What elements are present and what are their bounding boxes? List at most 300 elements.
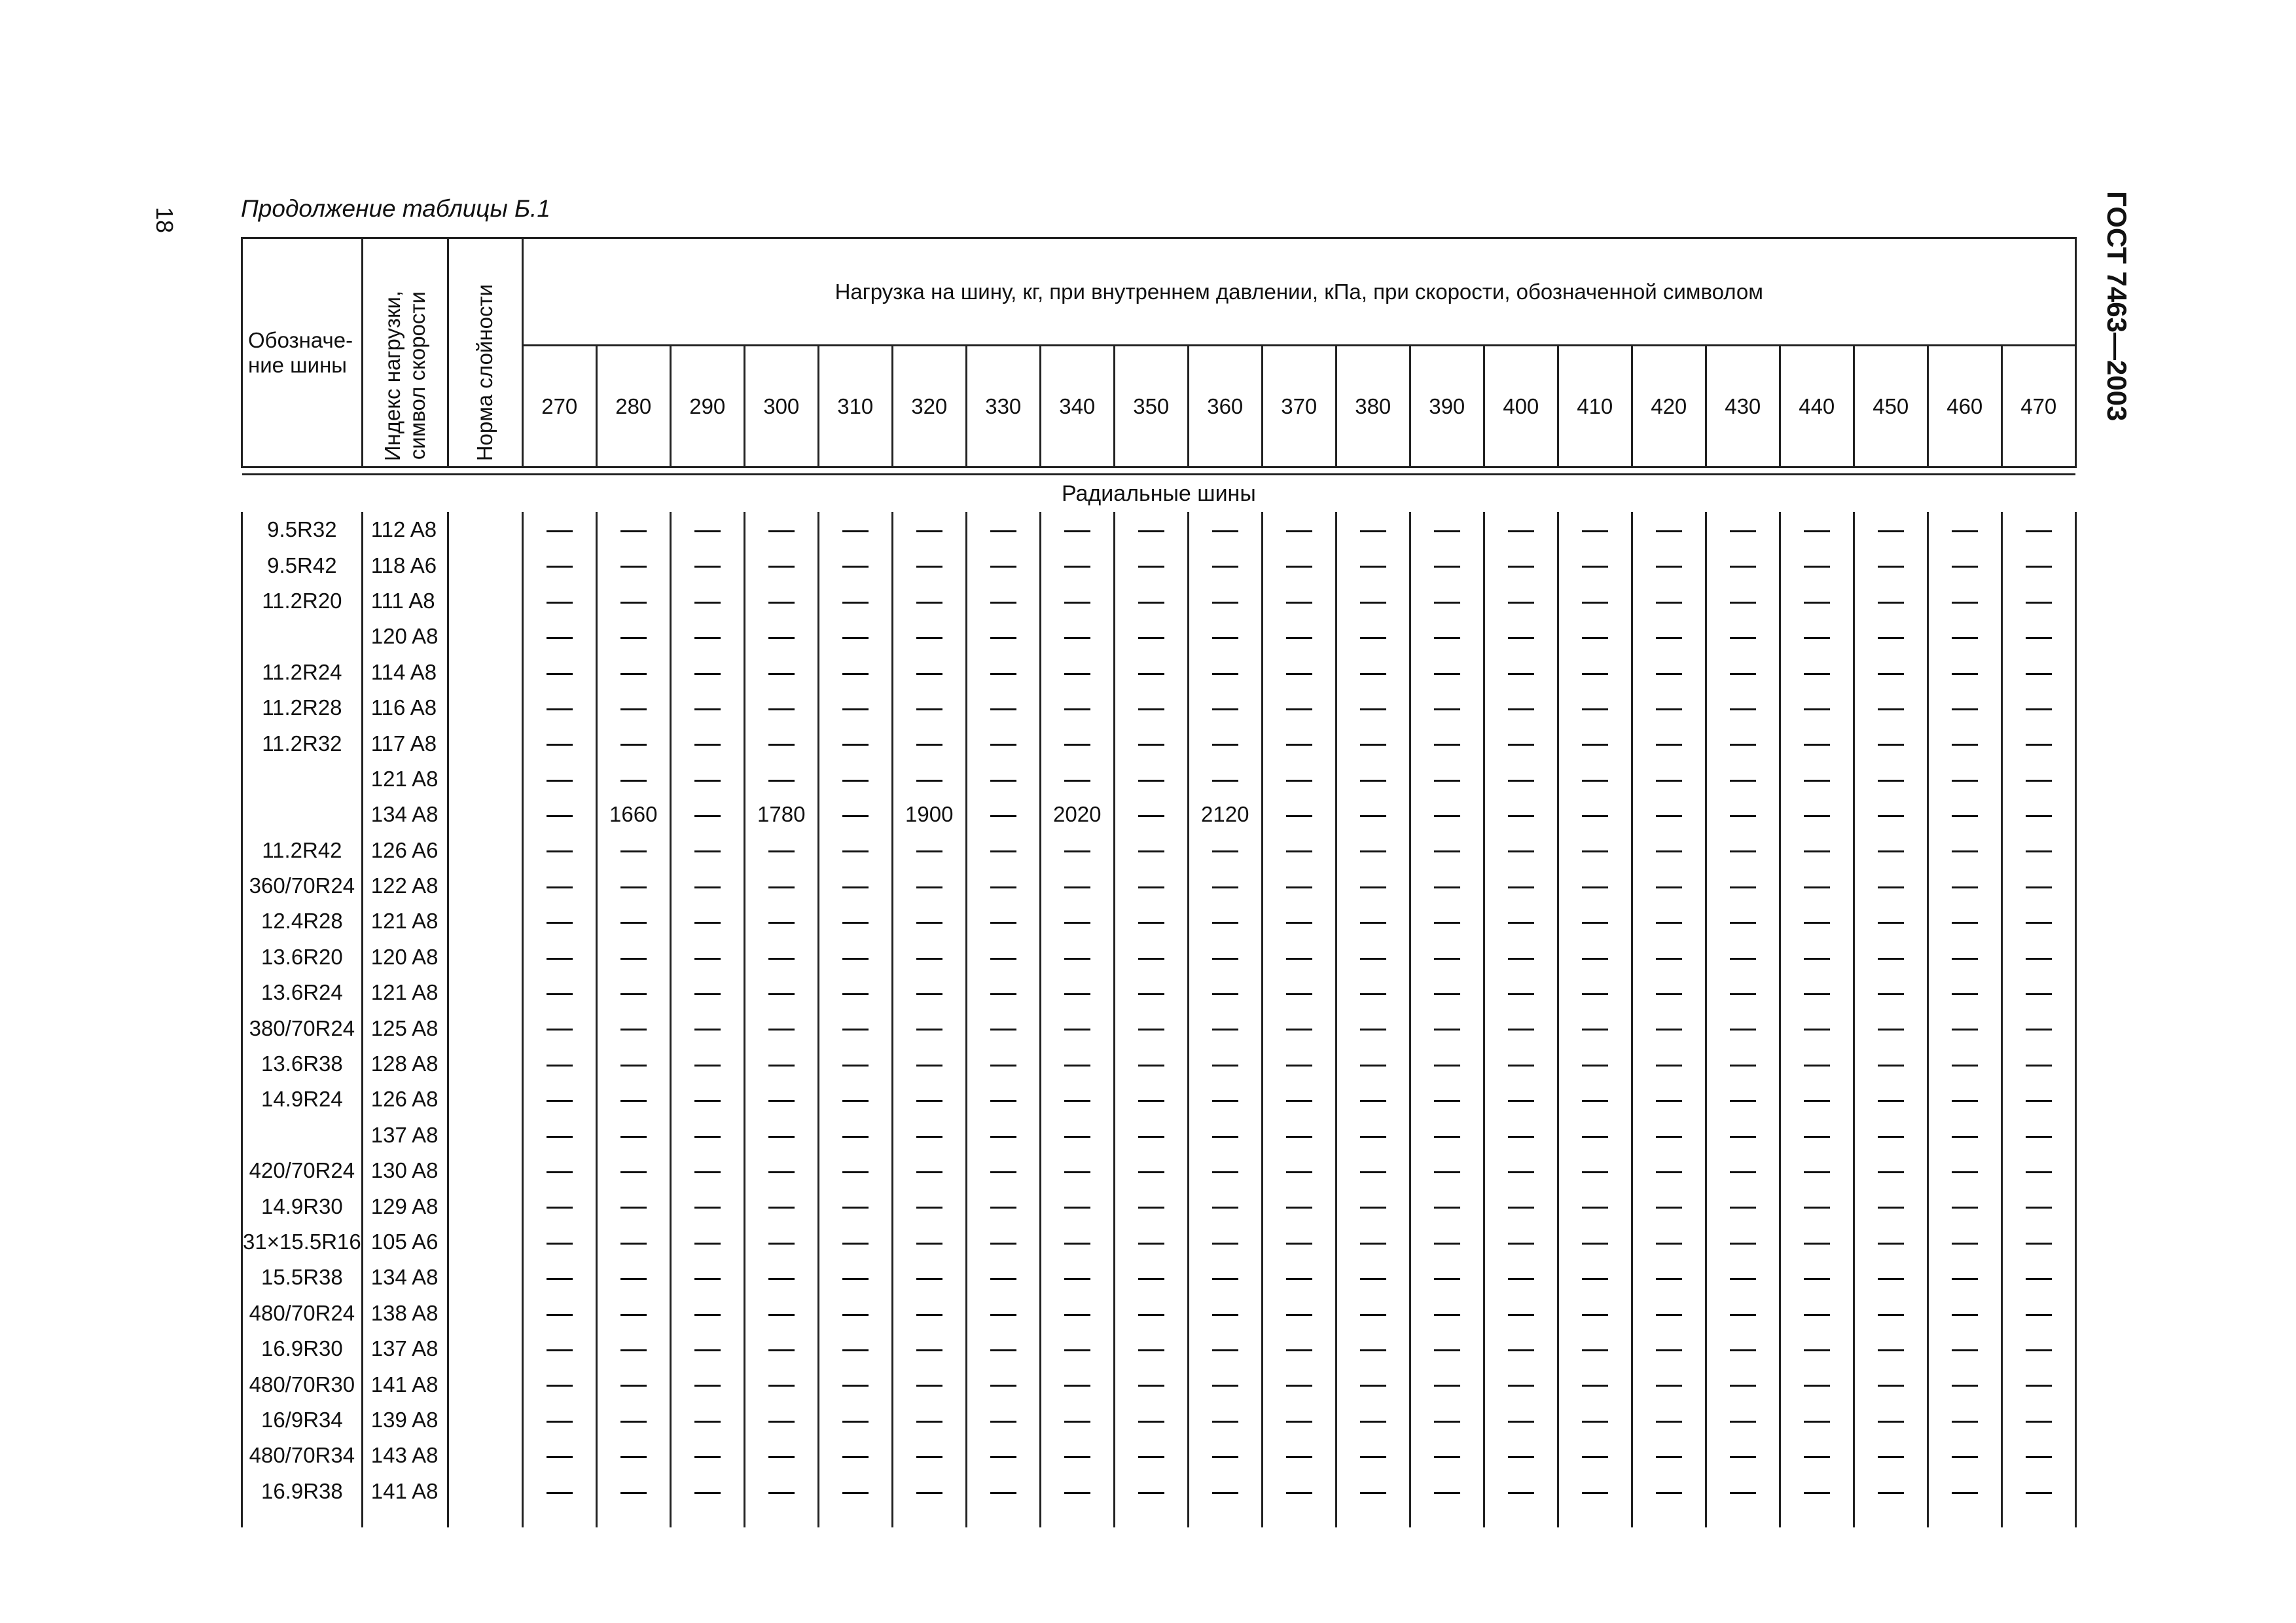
load-value-cell bbox=[1854, 1224, 1928, 1260]
load-value-cell bbox=[1040, 512, 1114, 547]
dash-mark bbox=[1138, 886, 1164, 888]
ply-rating-header-text: Норма слойности bbox=[473, 283, 497, 461]
load-value-cell bbox=[966, 761, 1040, 797]
load-value-cell bbox=[1632, 1188, 1706, 1224]
dash-mark bbox=[842, 1278, 869, 1280]
dash-mark bbox=[547, 637, 573, 639]
load-value-cell bbox=[1040, 1010, 1114, 1046]
load-value-cell bbox=[596, 868, 670, 903]
dash-mark bbox=[1064, 1243, 1090, 1245]
dash-mark bbox=[1582, 886, 1608, 888]
load-value-cell bbox=[966, 1402, 1040, 1438]
load-value-cell bbox=[1188, 975, 1262, 1010]
load-value-cell bbox=[1632, 619, 1706, 654]
load-value-cell bbox=[1558, 903, 1632, 939]
load-value-cell bbox=[596, 833, 670, 868]
dash-mark bbox=[1508, 708, 1534, 710]
load-value-cell bbox=[670, 975, 744, 1010]
load-index-cell: 117 A8 bbox=[362, 725, 448, 761]
load-value-cell bbox=[1928, 1046, 2001, 1082]
load-value-cell bbox=[818, 655, 892, 690]
load-value-cell bbox=[1928, 761, 2001, 797]
load-value-cell bbox=[2001, 1046, 2075, 1082]
dash-mark bbox=[1064, 886, 1090, 888]
load-value-cell bbox=[1114, 1296, 1188, 1331]
load-value-cell bbox=[1262, 1118, 1336, 1153]
load-value-cell bbox=[522, 547, 596, 583]
load-index-cell: 126 A6 bbox=[362, 833, 448, 868]
ply-rating-cell bbox=[448, 761, 522, 797]
load-value-cell bbox=[966, 939, 1040, 975]
dash-mark bbox=[1286, 958, 1312, 960]
load-value-cell bbox=[2001, 761, 2075, 797]
load-value-cell bbox=[966, 975, 1040, 1010]
tire-designation-cell: 11.2R42 bbox=[242, 833, 363, 868]
load-index-cell: 141 A8 bbox=[362, 1366, 448, 1402]
load-value-cell bbox=[1336, 1153, 1410, 1188]
load-value-cell bbox=[1780, 761, 1854, 797]
load-value-cell bbox=[1558, 655, 1632, 690]
load-value-cell bbox=[744, 619, 818, 654]
load-value-cell bbox=[522, 1046, 596, 1082]
dash-mark bbox=[1582, 1065, 1608, 1067]
dash-mark bbox=[1878, 530, 1904, 532]
dash-mark bbox=[1730, 1278, 1756, 1280]
dash-mark bbox=[990, 602, 1016, 604]
continuation-cell bbox=[1114, 1509, 1188, 1527]
ply-rating-cell bbox=[448, 1438, 522, 1473]
dash-mark bbox=[1434, 673, 1460, 675]
load-value-cell bbox=[1706, 619, 1780, 654]
dash-mark bbox=[842, 673, 869, 675]
load-value-cell bbox=[1484, 939, 1558, 975]
dash-mark bbox=[1804, 637, 1830, 639]
dash-mark bbox=[547, 1421, 573, 1423]
load-value-cell bbox=[596, 1153, 670, 1188]
dash-mark bbox=[1582, 1421, 1608, 1423]
load-value-cell bbox=[1188, 903, 1262, 939]
load-value-cell bbox=[1262, 1082, 1336, 1117]
tire-designation-cell: 16/9R34 bbox=[242, 1402, 363, 1438]
dash-mark bbox=[990, 886, 1016, 888]
load-value-cell bbox=[1928, 619, 2001, 654]
load-value-cell bbox=[1706, 547, 1780, 583]
load-value-cell bbox=[670, 512, 744, 547]
dash-mark bbox=[990, 1029, 1016, 1030]
load-value-cell bbox=[1114, 1331, 1188, 1366]
dash-mark bbox=[1656, 708, 1682, 710]
load-value-cell bbox=[1410, 975, 1484, 1010]
load-value-cell bbox=[966, 1366, 1040, 1402]
load-value-cell bbox=[1262, 547, 1336, 583]
dash-mark bbox=[1138, 1421, 1164, 1423]
dash-mark bbox=[547, 922, 573, 924]
dash-mark bbox=[1952, 708, 1978, 710]
load-value-cell bbox=[1188, 833, 1262, 868]
dash-mark bbox=[842, 1385, 869, 1387]
dash-mark bbox=[1730, 1349, 1756, 1351]
dash-mark bbox=[1508, 1421, 1534, 1423]
load-value-cell bbox=[2001, 1366, 2075, 1402]
load-value-cell bbox=[522, 1118, 596, 1153]
dash-mark bbox=[1878, 815, 1904, 817]
load-value-cell bbox=[1484, 1474, 1558, 1509]
load-value-cell bbox=[1558, 1331, 1632, 1366]
dash-mark bbox=[1138, 566, 1164, 568]
dash-mark bbox=[1434, 1492, 1460, 1494]
dash-mark bbox=[1730, 744, 1756, 746]
load-value-cell bbox=[1040, 1438, 1114, 1473]
load-value-cell bbox=[1706, 1010, 1780, 1046]
dash-mark bbox=[2026, 1029, 2052, 1030]
dash-mark bbox=[1952, 1136, 1978, 1138]
tire-designation-cell: 11.2R32 bbox=[242, 725, 363, 761]
dash-mark bbox=[990, 566, 1016, 568]
dash-mark bbox=[768, 1029, 795, 1030]
load-value-cell bbox=[1854, 725, 1928, 761]
dash-mark bbox=[990, 1456, 1016, 1458]
dash-mark bbox=[694, 1171, 721, 1173]
dash-mark bbox=[1434, 1065, 1460, 1067]
dash-mark bbox=[2026, 958, 2052, 960]
dash-mark bbox=[2026, 1314, 2052, 1316]
load-value-cell bbox=[1928, 1474, 2001, 1509]
load-value-cell bbox=[596, 1046, 670, 1082]
ply-rating-cell bbox=[448, 1153, 522, 1188]
dash-mark bbox=[990, 1100, 1016, 1102]
dash-mark bbox=[694, 1029, 721, 1030]
load-value-cell bbox=[1040, 833, 1114, 868]
dash-mark bbox=[620, 1029, 647, 1030]
pressure-header-cell: 340 bbox=[1040, 346, 1114, 467]
dash-mark bbox=[1286, 1278, 1312, 1280]
dash-mark bbox=[1360, 1029, 1386, 1030]
load-value-cell bbox=[892, 1474, 966, 1509]
dash-mark bbox=[916, 637, 942, 639]
load-value-cell bbox=[1706, 1331, 1780, 1366]
dash-mark bbox=[768, 1492, 795, 1494]
dash-mark bbox=[1730, 993, 1756, 995]
load-value-cell bbox=[818, 1296, 892, 1331]
load-value-cell bbox=[1928, 1153, 2001, 1188]
load-value-cell bbox=[1632, 1153, 1706, 1188]
load-value-cell bbox=[1854, 1474, 1928, 1509]
dash-mark bbox=[1212, 922, 1238, 924]
dash-mark bbox=[1434, 1385, 1460, 1387]
table-row bbox=[242, 655, 2076, 690]
load-index-header-line1: Индекс нагрузки, bbox=[380, 290, 404, 461]
load-value-cell bbox=[1558, 1046, 1632, 1082]
load-value-cell bbox=[670, 655, 744, 690]
dash-mark bbox=[1952, 993, 1978, 995]
load-value-cell bbox=[1706, 655, 1780, 690]
dash-mark bbox=[1064, 530, 1090, 532]
table-row bbox=[242, 690, 2076, 725]
load-value-cell bbox=[1410, 1046, 1484, 1082]
dash-mark bbox=[1730, 1100, 1756, 1102]
dash-mark bbox=[620, 1456, 647, 1458]
table-row bbox=[242, 1366, 2076, 1402]
dash-mark bbox=[1508, 1492, 1534, 1494]
dash-mark bbox=[1582, 780, 1608, 782]
load-value-cell bbox=[1262, 725, 1336, 761]
dash-mark bbox=[1138, 1349, 1164, 1351]
dash-mark bbox=[1138, 815, 1164, 817]
tire-designation-cell: 13.6R38 bbox=[242, 1046, 363, 1082]
dash-mark bbox=[1656, 780, 1682, 782]
load-value-cell bbox=[1114, 1366, 1188, 1402]
load-value-cell bbox=[1336, 1082, 1410, 1117]
dash-mark bbox=[1952, 1278, 1978, 1280]
load-value-cell bbox=[522, 1010, 596, 1046]
load-value-cell bbox=[1558, 1118, 1632, 1153]
dash-mark bbox=[1804, 708, 1830, 710]
load-value-cell bbox=[1854, 1296, 1928, 1331]
table-row bbox=[242, 1331, 2076, 1366]
load-value-cell bbox=[1114, 903, 1188, 939]
load-index-cell: 105 A6 bbox=[362, 1224, 448, 1260]
load-value-cell bbox=[522, 1402, 596, 1438]
dash-mark bbox=[1730, 1456, 1756, 1458]
dash-mark bbox=[990, 815, 1016, 817]
dash-mark bbox=[1360, 1492, 1386, 1494]
dash-mark bbox=[1804, 850, 1830, 852]
dash-mark bbox=[1582, 1136, 1608, 1138]
load-value-cell bbox=[670, 1438, 744, 1473]
dash-mark bbox=[1656, 1029, 1682, 1030]
dash-mark bbox=[1952, 602, 1978, 604]
load-value-cell bbox=[1262, 761, 1336, 797]
continuation-cell bbox=[1854, 1509, 1928, 1527]
dash-mark bbox=[1656, 922, 1682, 924]
load-value-cell bbox=[1336, 1118, 1410, 1153]
dash-mark bbox=[1212, 637, 1238, 639]
pressure-header-cell: 430 bbox=[1706, 346, 1780, 467]
dash-mark bbox=[1878, 1243, 1904, 1245]
dash-mark bbox=[694, 744, 721, 746]
dash-mark bbox=[1656, 1314, 1682, 1316]
load-value-cell bbox=[1780, 939, 1854, 975]
dash-mark bbox=[1582, 1278, 1608, 1280]
load-value-cell bbox=[1336, 868, 1410, 903]
load-value-cell bbox=[670, 1366, 744, 1402]
dash-mark bbox=[1656, 1421, 1682, 1423]
load-value-cell bbox=[1558, 1474, 1632, 1509]
load-value-cell bbox=[2001, 1438, 2075, 1473]
table-row bbox=[242, 1188, 2076, 1224]
dash-mark bbox=[1730, 602, 1756, 604]
load-value-cell bbox=[1484, 1188, 1558, 1224]
dash-mark bbox=[1952, 744, 1978, 746]
load-value-cell bbox=[818, 725, 892, 761]
dash-mark bbox=[1064, 780, 1090, 782]
load-value-cell bbox=[670, 1296, 744, 1331]
dash-mark bbox=[842, 780, 869, 782]
dash-mark bbox=[1582, 1349, 1608, 1351]
load-value-cell bbox=[522, 583, 596, 619]
load-value-cell bbox=[966, 512, 1040, 547]
load-value-cell bbox=[596, 1438, 670, 1473]
dash-mark bbox=[1286, 993, 1312, 995]
dash-mark bbox=[620, 1243, 647, 1245]
load-value-cell bbox=[1706, 868, 1780, 903]
dash-mark bbox=[1138, 744, 1164, 746]
load-value-cell bbox=[1558, 975, 1632, 1010]
dash-mark bbox=[1508, 1243, 1534, 1245]
dash-mark bbox=[694, 993, 721, 995]
dash-mark bbox=[1138, 708, 1164, 710]
dash-mark bbox=[1804, 993, 1830, 995]
load-value-cell bbox=[1780, 1118, 1854, 1153]
dash-mark bbox=[1656, 744, 1682, 746]
load-value-cell bbox=[1262, 1224, 1336, 1260]
dash-mark bbox=[1434, 1278, 1460, 1280]
load-value-cell bbox=[1484, 903, 1558, 939]
load-value-cell bbox=[1558, 833, 1632, 868]
load-value-cell bbox=[1928, 868, 2001, 903]
dash-mark bbox=[1138, 993, 1164, 995]
load-value-cell bbox=[1632, 690, 1706, 725]
load-value-cell bbox=[1780, 1153, 1854, 1188]
pressure-header-cell: 350 bbox=[1114, 346, 1188, 467]
load-index-cell: 120 A8 bbox=[362, 619, 448, 654]
dash-mark bbox=[1730, 1029, 1756, 1030]
continuation-cell bbox=[448, 1509, 522, 1527]
dash-mark bbox=[2026, 673, 2052, 675]
dash-mark bbox=[916, 1100, 942, 1102]
dash-mark bbox=[694, 780, 721, 782]
load-value-cell bbox=[596, 903, 670, 939]
ply-rating-cell bbox=[448, 583, 522, 619]
load-value-cell bbox=[892, 547, 966, 583]
dash-mark bbox=[1656, 673, 1682, 675]
dash-mark bbox=[768, 1278, 795, 1280]
ply-rating-cell bbox=[448, 1046, 522, 1082]
load-value-cell bbox=[1558, 1188, 1632, 1224]
dash-mark bbox=[1212, 1171, 1238, 1173]
load-value-cell bbox=[1854, 1366, 1928, 1402]
dash-mark bbox=[990, 780, 1016, 782]
load-value-cell bbox=[522, 1260, 596, 1295]
load-value-cell bbox=[1114, 690, 1188, 725]
dash-mark bbox=[916, 922, 942, 924]
load-value-cell bbox=[1114, 583, 1188, 619]
dash-mark bbox=[694, 1243, 721, 1245]
load-value-cell bbox=[670, 1260, 744, 1295]
dash-mark bbox=[916, 850, 942, 852]
dash-mark bbox=[990, 850, 1016, 852]
continuation-cell bbox=[1780, 1509, 1854, 1527]
load-value-cell bbox=[1706, 690, 1780, 725]
load-value-cell bbox=[1558, 1224, 1632, 1260]
dash-mark bbox=[1508, 602, 1534, 604]
load-value-cell bbox=[2001, 1474, 2075, 1509]
pressure-header-cell: 380 bbox=[1336, 346, 1410, 467]
load-value-cell bbox=[1632, 1082, 1706, 1117]
dash-mark bbox=[1360, 566, 1386, 568]
load-index-cell: 138 A8 bbox=[362, 1296, 448, 1331]
load-value-cell bbox=[892, 1366, 966, 1402]
load-value-cell bbox=[1114, 1224, 1188, 1260]
continuation-cell bbox=[2001, 1509, 2075, 1527]
load-value-cell bbox=[892, 1260, 966, 1295]
continuation-cell bbox=[1632, 1509, 1706, 1527]
load-value-cell bbox=[966, 1296, 1040, 1331]
dash-mark bbox=[1064, 1100, 1090, 1102]
load-value-cell bbox=[1040, 1474, 1114, 1509]
dash-mark bbox=[990, 958, 1016, 960]
load-value-cell bbox=[1114, 797, 1188, 832]
load-value-cell bbox=[1854, 939, 1928, 975]
continuation-cell bbox=[670, 1509, 744, 1527]
load-value-cell bbox=[892, 1188, 966, 1224]
dash-mark bbox=[1804, 1492, 1830, 1494]
load-value-cell bbox=[1262, 1331, 1336, 1366]
table-row bbox=[242, 868, 2076, 903]
dash-mark bbox=[1878, 1492, 1904, 1494]
dash-mark bbox=[842, 922, 869, 924]
load-value-cell bbox=[670, 1474, 744, 1509]
load-value-cell bbox=[744, 1366, 818, 1402]
dash-mark bbox=[1878, 1385, 1904, 1387]
load-value-cell bbox=[1928, 1438, 2001, 1473]
dash-mark bbox=[1360, 1349, 1386, 1351]
load-value-cell bbox=[966, 1438, 1040, 1473]
load-value-cell bbox=[1410, 797, 1484, 832]
dash-mark bbox=[1212, 1136, 1238, 1138]
ply-rating-cell bbox=[448, 1402, 522, 1438]
dash-mark bbox=[1804, 1421, 1830, 1423]
load-value-cell bbox=[596, 1296, 670, 1331]
load-value-cell bbox=[1706, 903, 1780, 939]
dash-mark bbox=[842, 637, 869, 639]
load-value-cell bbox=[522, 761, 596, 797]
dash-mark bbox=[1138, 922, 1164, 924]
dash-mark bbox=[547, 993, 573, 995]
continuation-cell bbox=[522, 1509, 596, 1527]
table-row bbox=[242, 833, 2076, 868]
load-value-cell bbox=[1188, 1402, 1262, 1438]
load-value-cell bbox=[1114, 547, 1188, 583]
dash-mark bbox=[1434, 1421, 1460, 1423]
load-value-cell bbox=[1188, 1082, 1262, 1117]
dash-mark bbox=[1804, 815, 1830, 817]
dash-mark bbox=[1878, 1278, 1904, 1280]
ply-rating-cell bbox=[448, 1296, 522, 1331]
dash-mark bbox=[768, 1100, 795, 1102]
load-value-cell bbox=[1780, 1474, 1854, 1509]
load-value-cell bbox=[670, 1118, 744, 1153]
load-value-cell bbox=[1558, 725, 1632, 761]
load-value-cell bbox=[522, 903, 596, 939]
load-value-cell bbox=[1854, 1118, 1928, 1153]
load-value-cell bbox=[2001, 939, 2075, 975]
dash-mark bbox=[1212, 602, 1238, 604]
dash-mark bbox=[842, 850, 869, 852]
dash-mark bbox=[1064, 744, 1090, 746]
dash-mark bbox=[1508, 1314, 1534, 1316]
load-value-cell bbox=[2001, 1082, 2075, 1117]
table-row bbox=[242, 1474, 2076, 1509]
load-value-cell bbox=[1928, 975, 2001, 1010]
load-value-cell bbox=[1484, 1366, 1558, 1402]
dash-mark bbox=[620, 566, 647, 568]
load-value-cell bbox=[1928, 1118, 2001, 1153]
dash-mark bbox=[1064, 850, 1090, 852]
load-value-cell bbox=[966, 1224, 1040, 1260]
load-value-cell bbox=[966, 1118, 1040, 1153]
dash-mark bbox=[990, 993, 1016, 995]
